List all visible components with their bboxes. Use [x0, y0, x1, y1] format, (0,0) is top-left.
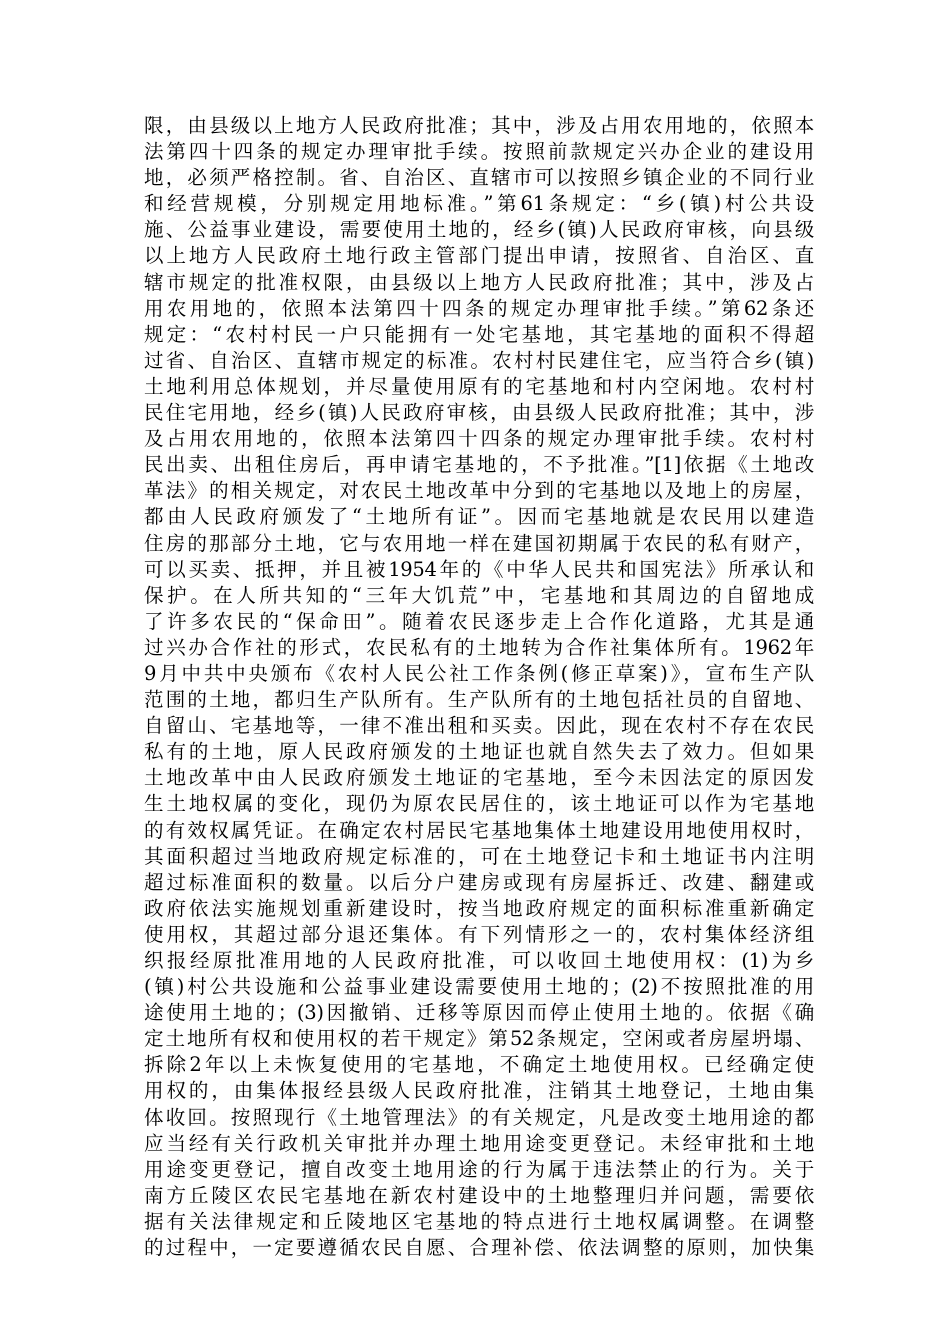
text-line: 生土地权属的变化，现仍为原农民居住的，该土地证可以作为宅基地	[144, 792, 814, 816]
text-line: 及占用农用地的，依照本法第四十四条的规定办理审批手续。农村村	[144, 427, 814, 451]
text-line: 民出卖、出租住房后，再申请宅基地的，不予批准。”[1]依据《土地改	[144, 453, 814, 477]
text-line: 住房的那部分土地，它与农用地一样在建国初期属于农民的私有财产，	[144, 531, 814, 555]
text-line: 的有效权属凭证。在确定农村居民宅基地集体土地建设用地使用权时，	[144, 818, 814, 842]
text-line: 拆除2年以上未恢复使用的宅基地，不确定土地使用权。已经确定使	[144, 1053, 814, 1077]
text-line: 和经营规模，分别规定用地标准。”第61条规定：“乡(镇)村公共设	[144, 192, 814, 216]
text-line: 途使用土地的；(3)因撤销、迁移等原因而停止使用土地的。依据《确	[144, 1001, 814, 1025]
text-line: 政府依法实施规划重新建设时，按当地政府规定的面积标准重新确定	[144, 896, 814, 920]
text-line: 据有关法律规定和丘陵地区宅基地的特点进行土地权属调整。在调整	[144, 1209, 814, 1233]
text-line: 定土地所有权和使用权的若干规定》第52条规定，空闲或者房屋坍塌、	[144, 1027, 814, 1051]
text-line: 9月中共中央颁布《农村人民公社工作条例(修正草案)》，宣布生产队	[144, 661, 814, 685]
text-line: 南方丘陵区农民宅基地在新农村建设中的土地整理归并问题，需要依	[144, 1183, 814, 1207]
text-line: (镇)村公共设施和公益事业建设需要使用土地的；(2)不按照批准的用	[144, 975, 814, 999]
text-line: 了许多农民的“保命田”。随着农民逐步走上合作化道路，尤其是通	[144, 609, 814, 633]
text-line: 限，由县级以上地方人民政府批准；其中，涉及占用农用地的，依照本	[144, 114, 814, 137]
text-line: 自留山、宅基地等，一律不准出租和买卖。因此，现在农村不存在农民	[144, 714, 814, 738]
text-line: 用农用地的，依照本法第四十四条的规定办理审批手续。”第62条还	[144, 296, 814, 320]
text-line: 土地改革中由人民政府颁发土地证的宅基地，至今未因法定的原因发	[144, 766, 814, 790]
text-line: 体收回。按照现行《土地管理法》的有关规定，凡是改变土地用途的都	[144, 1105, 814, 1129]
text-line: 使用权，其超过部分退还集体。有下列情形之一的，农村集体经济组	[144, 922, 814, 946]
text-line: 规定：“农村村民一户只能拥有一处宅基地，其宅基地的面积不得超	[144, 322, 814, 346]
text-line: 可以买卖、抵押，并且被1954年的《中华人民共和国宪法》所承认和	[144, 557, 814, 581]
text-line: 织报经原批准用地的人民政府批准，可以收回土地使用权：(1)为乡	[144, 949, 814, 972]
text-line: 施、公益事业建设，需要使用土地的，经乡(镇)人民政府审核，向县级	[144, 218, 814, 242]
text-line: 法第四十四条的规定办理审批手续。按照前款规定兴办企业的建设用	[144, 140, 814, 164]
text-line: 范围的土地，都归生产队所有。生产队所有的土地包括社员的自留地、	[144, 688, 814, 712]
text-line: 地，必须严格控制。省、自治区、直辖市可以按照乡镇企业的不同行业	[144, 166, 814, 190]
text-line: 用途变更登记，擅自改变土地用途的行为属于违法禁止的行为。关于	[144, 1157, 814, 1181]
text-line: 其面积超过当地政府规定标准的，可在土地登记卡和土地证书内注明	[144, 844, 814, 868]
text-line: 的过程中，一定要遵循农民自愿、合理补偿、依法调整的原则，加快集	[144, 1236, 814, 1260]
text-line: 以上地方人民政府土地行政主管部门提出申请，按照省、自治区、直	[144, 244, 814, 268]
text-line: 超过标准面积的数量。以后分户建房或现有房屋拆迁、改建、翻建或	[144, 870, 814, 894]
text-line: 保护。在人所共知的“三年大饥荒”中，宅基地和其周边的自留地成	[144, 583, 814, 607]
text-line: 过省、自治区、直辖市规定的标准。农村村民建住宅，应当符合乡(镇)	[144, 348, 814, 372]
text-line: 土地利用总体规划，并尽量使用原有的宅基地和村内空闲地。农村村	[144, 374, 814, 398]
text-line: 过兴办合作社的形式，农民私有的土地转为合作社集体所有。1962年	[144, 635, 814, 659]
text-line: 用权的，由集体报经县级人民政府批准，注销其土地登记，土地由集	[144, 1079, 814, 1103]
text-line: 革法》的相关规定，对农民土地改革中分到的宅基地以及地上的房屋，	[144, 479, 814, 503]
text-line: 应当经有关行政机关审批并办理土地用途变更登记。未经审批和土地	[144, 1131, 814, 1155]
text-line: 私有的土地，原人民政府颁发的土地证也就自然失去了效力。但如果	[144, 740, 814, 764]
text-line: 都由人民政府颁发了“土地所有证”。因而宅基地就是农民用以建造	[144, 505, 814, 529]
text-line: 民住宅用地，经乡(镇)人民政府审核，由县级人民政府批准；其中，涉	[144, 401, 814, 425]
body-text	[144, 113, 814, 1261]
text-line: 辖市规定的批准权限，由县级以上地方人民政府批准；其中，涉及占	[144, 270, 814, 294]
